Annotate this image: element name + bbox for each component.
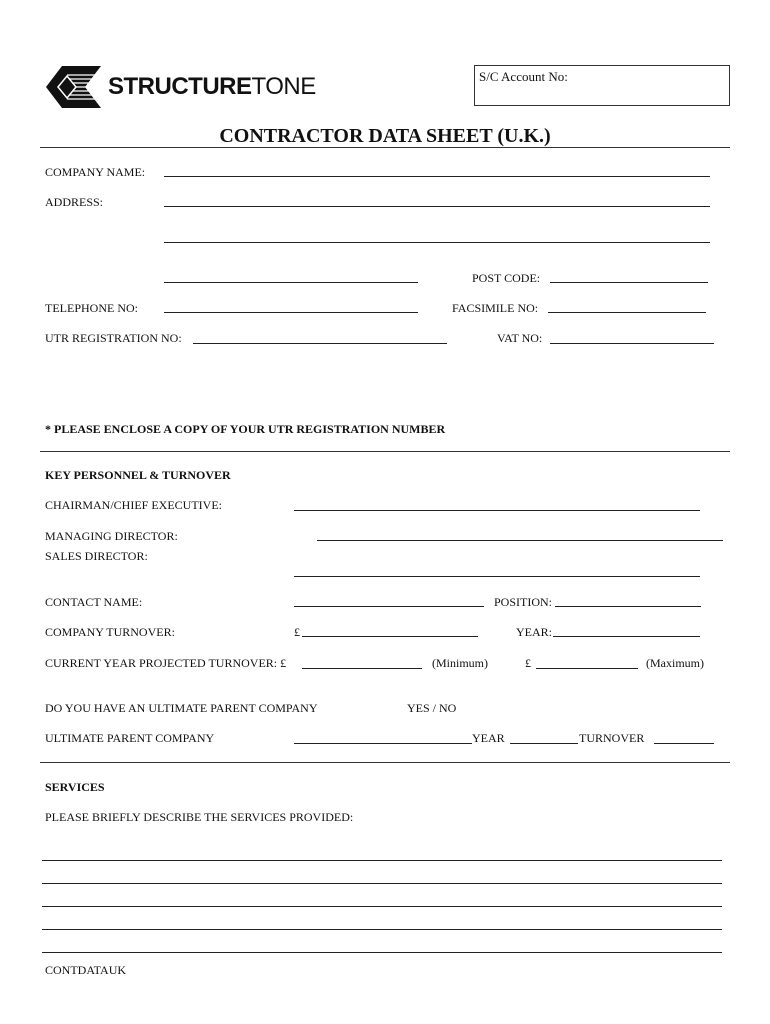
- turnover-label: COMPANY TURNOVER:: [45, 625, 175, 639]
- managing-director-label: MANAGING DIRECTOR:: [45, 529, 178, 543]
- parent-turnover-label: TURNOVER: [579, 731, 645, 745]
- parent-company-question: DO YOU HAVE AN ULTIMATE PARENT COMPANY: [45, 701, 318, 715]
- parent-company-field[interactable]: [294, 743, 472, 744]
- parent-turnover-field[interactable]: [654, 743, 714, 744]
- sales-director-field[interactable]: [294, 576, 700, 577]
- title-rule: [40, 147, 730, 148]
- projected-maximum-field[interactable]: [536, 668, 638, 669]
- services-line-4[interactable]: [42, 929, 722, 930]
- sales-director-label: SALES DIRECTOR:: [45, 549, 148, 563]
- yes-no-option[interactable]: YES / NO: [407, 701, 457, 715]
- utr-label: UTR REGISTRATION NO:: [45, 331, 182, 345]
- structuretone-logo-mark-icon: [45, 65, 103, 109]
- contact-name-label: CONTACT NAME:: [45, 595, 143, 609]
- year-field[interactable]: [553, 636, 700, 637]
- account-number-label: S/C Account No:: [479, 69, 568, 84]
- facsimile-field[interactable]: [548, 312, 706, 313]
- services-describe-label: PLEASE BRIEFLY DESCRIBE THE SERVICES PROVIDED:: [45, 810, 354, 824]
- services-line-5[interactable]: [42, 952, 722, 953]
- personnel-rule: [40, 762, 730, 763]
- address-field-2[interactable]: [164, 242, 710, 243]
- company-name-label: COMPANY NAME:: [45, 165, 146, 179]
- maximum-label: (Maximum): [646, 656, 704, 670]
- position-label: POSITION:: [494, 595, 553, 609]
- services-line-3[interactable]: [42, 906, 722, 907]
- utr-field[interactable]: [193, 343, 447, 344]
- vat-label: VAT NO:: [497, 331, 543, 345]
- address-field-1[interactable]: [164, 206, 710, 207]
- post-code-label: POST CODE:: [472, 271, 541, 285]
- telephone-label: TELEPHONE NO:: [45, 301, 138, 315]
- parent-year-label: YEAR: [472, 731, 505, 745]
- contact-name-field[interactable]: [294, 606, 484, 607]
- notice-rule: [40, 451, 730, 452]
- managing-director-field[interactable]: [317, 540, 723, 541]
- projected-turnover-label: CURRENT YEAR PROJECTED TURNOVER: £: [45, 656, 287, 670]
- address-field-3[interactable]: [164, 282, 418, 283]
- turnover-field[interactable]: [302, 636, 478, 637]
- personnel-heading: KEY PERSONNEL & TURNOVER: [45, 468, 231, 482]
- chairman-field[interactable]: [294, 510, 700, 511]
- page-title: CONTRACTOR DATA SHEET (U.K.): [219, 125, 551, 147]
- parent-year-field[interactable]: [510, 743, 578, 744]
- footer-code: CONTDATAUK: [45, 963, 127, 977]
- telephone-field[interactable]: [164, 312, 418, 313]
- address-label: ADDRESS:: [45, 195, 104, 209]
- post-code-field[interactable]: [550, 282, 708, 283]
- vat-field[interactable]: [550, 343, 714, 344]
- position-field[interactable]: [555, 606, 701, 607]
- minimum-label: (Minimum): [432, 656, 488, 670]
- services-heading: SERVICES: [45, 780, 105, 794]
- utr-notice: * PLEASE ENCLOSE A COPY OF YOUR UTR REGISTRATION NUMBER: [45, 422, 446, 436]
- account-number-box[interactable]: [474, 65, 730, 106]
- logo-wordmark-light: TONE: [251, 73, 316, 100]
- services-line-1[interactable]: [42, 860, 722, 861]
- turnover-pound-sign: £: [294, 625, 300, 639]
- parent-company-label: ULTIMATE PARENT COMPANY: [45, 731, 215, 745]
- structuretone-logo: [45, 65, 316, 109]
- year-label: YEAR:: [516, 625, 552, 639]
- logo-wordmark: [108, 73, 316, 101]
- projected-minimum-field[interactable]: [302, 668, 422, 669]
- services-line-2[interactable]: [42, 883, 722, 884]
- company-name-field[interactable]: [164, 176, 710, 177]
- logo-wordmark-strong: STRUCTURE: [108, 73, 252, 100]
- facsimile-label: FACSIMILE NO:: [452, 301, 539, 315]
- chairman-label: CHAIRMAN/CHIEF EXECUTIVE:: [45, 498, 222, 512]
- maximum-pound-sign: £: [525, 656, 531, 670]
